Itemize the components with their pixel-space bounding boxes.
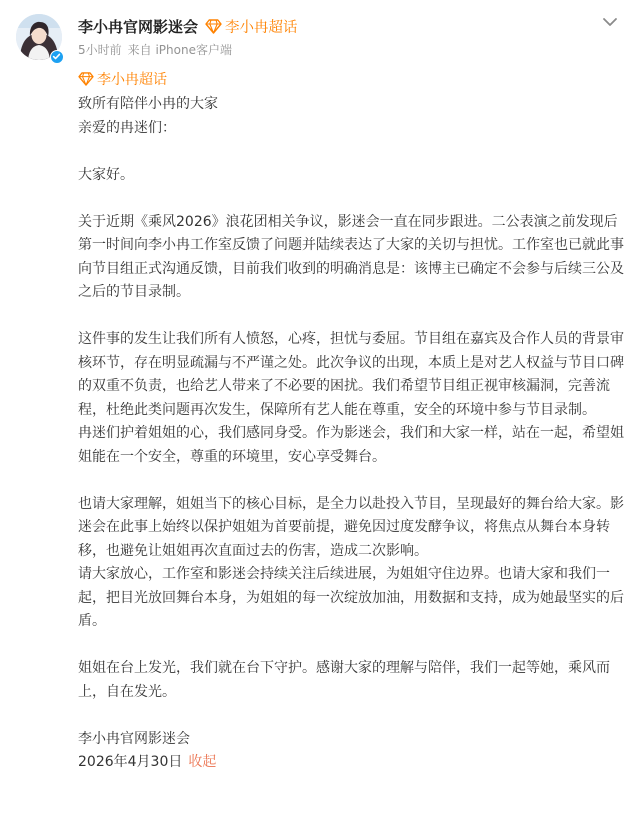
date-row xyxy=(78,751,626,775)
post-source: 来自 iPhone客户端 xyxy=(127,43,232,57)
diamond-icon xyxy=(205,19,222,34)
more-options-button[interactable] xyxy=(598,12,622,30)
author-name[interactable]: 李小冉官网影迷会 xyxy=(78,17,199,36)
chevron-down-icon xyxy=(602,12,618,31)
closing-paragraph: 姐姐在台上发光，我们就在台下守护。感谢大家的理解与陪伴，我们一起等她，乘风而上，自在发光。 xyxy=(78,660,610,700)
post-date: 2026年4月30日 xyxy=(78,754,183,770)
request-paragraph: 也请大家理解，姐姐当下的核心目标，是全力以赴投入节目，呈现最好的舞台给大家。影迷会在此事上始终以保护姐姐为首要前提，避免因过度发酵争议，将焦点从舞台本身转移，也避免让姐姐再次直面过去的伤害，造成二次影响。 请大家放心，工作室和影迷会持续关注后续进展，为姐姐守住边界。也请大家和我们一起，把目光放回舞台本身，为姐姐的每一次绽放加油，用数据和支持，成为她最坚实的后盾。 xyxy=(78,495,624,629)
content-topic-link[interactable] xyxy=(78,70,626,88)
post-meta xyxy=(78,41,232,58)
concern-paragraph: 这件事的发生让我们所有人愤怒，心疼，担忧与委屈。节目组在嘉宾及合作人员的背景审核环节，存在明显疏漏与不严谨之处。此次争议的出现，本质上是对艺人权益与节目口碑的双重不负责，也给艺人带来了不必要的困扰。我们希望节目组正视审核漏洞，完善流程，杜绝此类问题再次发生，保障所有艺人能在尊重，安全的环境中参与节目录制。 冉迷们护着姐姐的心，我们感同身受。作为影迷会，我们和大家一样，站在一起，希望姐姐能在一个安全，尊重的环境里，安心享受舞台。 xyxy=(78,331,624,465)
super-topic-label: 李小冉超话 xyxy=(225,19,298,36)
post-time[interactable]: 5小时前 xyxy=(78,43,122,57)
update-paragraph: 关于近期《乘风2026》浪花团相关争议，影迷会一直在同步跟进。二公表演之前发现后第一时间向李小冉工作室反馈了问题并陆续表达了大家的关切与担忧。工作室也已就此事向节目组正式沟通反馈，目前我们收到的明确消息是：该博主已确定不会参与后续三公及之后的节目录制。 xyxy=(78,213,624,300)
verified-badge-icon xyxy=(50,50,64,64)
post-content xyxy=(78,70,626,775)
post-header xyxy=(0,0,641,70)
collapse-link[interactable]: 收起 xyxy=(188,754,217,770)
content-topic-label: 李小冉超话 xyxy=(97,72,167,88)
author-row xyxy=(78,15,298,37)
diamond-icon xyxy=(78,72,94,86)
hello-paragraph: 大家好。 xyxy=(78,166,134,183)
signature: 李小冉官网影迷会 xyxy=(78,730,190,747)
super-topic-badge[interactable] xyxy=(205,16,298,37)
greeting-paragraph: 致所有陪伴小冉的大家 亲爱的冉迷们： xyxy=(78,96,218,136)
